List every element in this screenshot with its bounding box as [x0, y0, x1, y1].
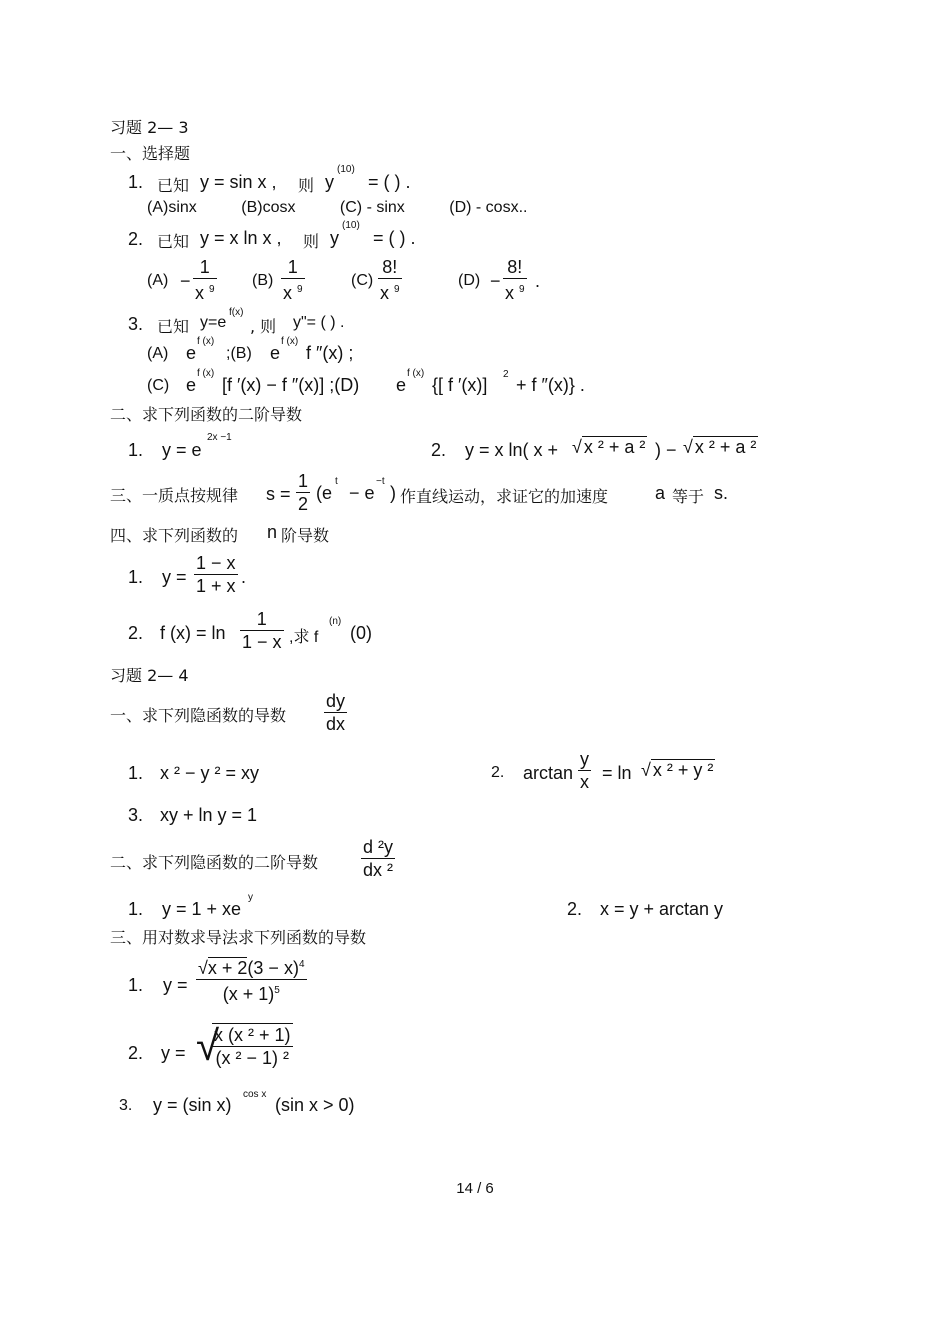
fraction — [194, 552, 238, 597]
q-text: 则 — [298, 176, 315, 195]
q-number: 2. — [128, 229, 144, 249]
expr: − e — [349, 483, 375, 503]
superscript: f (x) — [281, 336, 299, 347]
part-heading: 二、求下列隐函数的二阶导数 — [110, 853, 319, 872]
superscript: −t — [376, 476, 385, 487]
expr: (0) — [350, 623, 372, 643]
q-expr: y=e — [200, 314, 227, 331]
period: . — [241, 567, 247, 587]
q-expr: y"= ( ) . — [293, 314, 345, 331]
sqrt: √ x ² + a ² — [572, 437, 646, 457]
den-base: x — [195, 283, 204, 303]
fraction — [193, 256, 217, 304]
expr: y = — [163, 975, 188, 995]
superscript: f (x) — [197, 336, 215, 347]
option-label: (C) — [351, 272, 374, 289]
num-tail: (3 − x) — [247, 958, 299, 978]
expr: x = y + arctan y — [600, 899, 724, 919]
q-text: , 则 — [250, 317, 277, 336]
superscript: y — [248, 892, 253, 903]
fraction — [281, 256, 305, 304]
expr: ) — [390, 483, 396, 503]
denominator: 2 — [298, 494, 309, 514]
q-number: 1. — [128, 899, 144, 919]
part-heading: 一、求下列隐函数的导数 — [110, 706, 287, 725]
q-text: 则 — [303, 232, 320, 251]
option-label: (C) — [147, 377, 170, 394]
q-expr: = ( ) . — [373, 228, 416, 248]
option-label: (B) — [252, 272, 274, 289]
expr: y = 1 + xe — [162, 899, 242, 919]
q-expr: y = x ln x , — [200, 228, 282, 248]
numerator: dy — [326, 691, 346, 711]
denominator: x — [580, 772, 589, 792]
q-expr: y = sin x , — [200, 172, 277, 192]
expr: = ln — [602, 763, 632, 783]
q-expr: y — [325, 172, 334, 192]
expr: ,求 f — [289, 629, 319, 646]
numerator: 1 — [256, 609, 267, 629]
q-number: 1. — [128, 440, 144, 460]
denominator — [378, 279, 402, 304]
expr: y = x ln( x + — [465, 440, 559, 460]
sqrt: √ x ² + a ² — [683, 437, 757, 457]
denominator: 1 + x — [196, 576, 236, 596]
den-exp: 9 — [297, 284, 303, 295]
numerator: 1 — [287, 257, 298, 277]
superscript: 2 — [503, 369, 509, 380]
den-base: x — [505, 283, 514, 303]
expr: e — [270, 343, 281, 363]
numerator: 8! — [382, 257, 398, 277]
expr: y = — [162, 567, 187, 587]
expr: (e — [316, 483, 333, 503]
numerator: x (x ² + 1) — [214, 1025, 291, 1045]
superscript: t — [335, 476, 338, 487]
expr: e — [396, 375, 407, 395]
q-number: 2. — [491, 764, 505, 781]
part-text: 等于 — [672, 487, 705, 506]
part-heading: 四、求下列函数的 — [110, 526, 239, 545]
expr: xy + ln y = 1 — [160, 805, 258, 825]
q-expr: y — [330, 228, 339, 248]
fraction — [324, 690, 347, 735]
numerator: 1 — [298, 471, 309, 491]
denominator — [193, 279, 217, 304]
den-base: (x + 1) — [222, 984, 275, 1004]
option-label: (D) — [458, 272, 481, 289]
part-text: 作直线运动，求证它的加速度 — [400, 487, 609, 506]
fraction — [503, 256, 527, 304]
q-expr: = ( ) . — [368, 172, 411, 192]
superscript: f(x) — [229, 307, 244, 318]
expr: + f ″(x)} . — [516, 375, 585, 395]
radicand: x + 2 — [207, 958, 248, 978]
expr: y = — [161, 1043, 186, 1063]
expr: {[ f ′(x)] — [432, 375, 488, 395]
fraction — [212, 1023, 293, 1069]
q-number: 1. — [128, 975, 144, 995]
part-heading: 阶导数 — [281, 526, 330, 545]
q-number: 3. — [119, 1097, 133, 1114]
minus-sign: − — [180, 271, 191, 291]
denominator: dx — [326, 714, 346, 734]
expr: e — [186, 343, 197, 363]
denominator: (x ² − 1) ² — [215, 1048, 290, 1068]
section-title-2-3: 习题 2— 3 — [110, 118, 189, 137]
expr: n — [267, 522, 278, 542]
fraction — [296, 470, 310, 515]
expr: (sin x > 0) — [275, 1095, 355, 1115]
numerator: 1 − x — [196, 553, 236, 573]
part-heading-choice: 一、选择题 — [110, 144, 191, 163]
part-heading-log-derivative: 三、用对数求导法求下列函数的导数 — [110, 928, 367, 947]
q-text: 已知 — [157, 232, 190, 251]
denominator — [281, 279, 305, 304]
expr: s. — [714, 483, 729, 503]
fraction — [361, 836, 395, 881]
expr: f ″(x) ; — [306, 343, 354, 363]
q-text: 已知 — [157, 317, 190, 336]
expr: y = (sin x) — [153, 1095, 232, 1115]
expr: s = — [266, 484, 291, 504]
expr: ) − — [655, 440, 677, 460]
option-label: (A) — [147, 272, 169, 289]
den-base: x — [380, 283, 389, 303]
expr: f (x) = ln — [160, 623, 226, 643]
expr: e — [186, 375, 197, 395]
option-label: (A) — [147, 345, 169, 362]
fraction — [196, 954, 307, 1005]
denominator — [503, 279, 527, 304]
part-heading-second-derivative: 二、求下列函数的二阶导数 — [110, 405, 303, 424]
expr: a — [655, 483, 666, 503]
part-heading: 三、一质点按规律 — [110, 486, 239, 505]
expr: x ² − y ² = xy — [160, 763, 260, 783]
denominator — [196, 980, 307, 1005]
q1-options: (A)sinx (B)cosx (C) - sinx (D) - cosx.. — [147, 199, 528, 216]
numerator: $√x + 2(3 - x)^4$ — [198, 958, 305, 978]
q-number: 3. — [128, 314, 144, 334]
option-label: ;(B) — [226, 345, 252, 362]
q-number: 1. — [128, 567, 144, 587]
superscript: f (x) — [197, 368, 215, 379]
numerator: 8! — [507, 257, 523, 277]
period: . — [535, 271, 541, 291]
page-number: 14 / 6 — [456, 1180, 494, 1197]
sqrt-sign: √ — [196, 1022, 220, 1069]
q-text: 已知 — [157, 176, 190, 195]
den-base: x — [283, 283, 292, 303]
sqrt: √ x ² + y ² — [641, 760, 714, 780]
superscript: (10) — [342, 220, 360, 231]
den-exp: 9 — [394, 284, 400, 295]
numerator: y — [580, 749, 589, 769]
radicand: x ² + y ² — [652, 760, 714, 780]
radicand: x ² + a ² — [694, 437, 757, 457]
section-title-2-4: 习题 2— 4 — [110, 666, 189, 685]
expr: arctan — [523, 763, 574, 783]
exp: 4 — [298, 959, 305, 970]
q-number: 2. — [431, 440, 447, 460]
den-exp: 9 — [519, 284, 525, 295]
minus-sign: − — [490, 271, 501, 291]
q-number: 3. — [128, 805, 144, 825]
q-number: 2. — [567, 899, 583, 919]
fraction — [578, 748, 591, 793]
den-exp: 9 — [209, 284, 215, 295]
expr: [f ′(x) − f ″(x)] ;(D) — [222, 375, 360, 395]
exp: 5 — [274, 985, 280, 996]
superscript: 2x −1 — [207, 432, 232, 443]
numerator: d ²y — [363, 837, 394, 857]
q-number: 2. — [128, 623, 144, 643]
radicand: x ² + a ² — [583, 437, 646, 457]
q-number: 1. — [128, 172, 144, 192]
superscript: cos x — [243, 1089, 267, 1100]
expr: y = e — [162, 440, 202, 460]
q-number: 2. — [128, 1043, 144, 1063]
superscript: f (x) — [407, 368, 425, 379]
fraction — [240, 608, 284, 653]
superscript: (10) — [337, 164, 355, 175]
numerator: 1 — [199, 257, 210, 277]
superscript: (n) — [329, 616, 342, 627]
denominator: dx ² — [363, 860, 394, 880]
q-number: 1. — [128, 763, 144, 783]
fraction — [378, 256, 402, 304]
denominator: 1 − x — [242, 632, 282, 652]
